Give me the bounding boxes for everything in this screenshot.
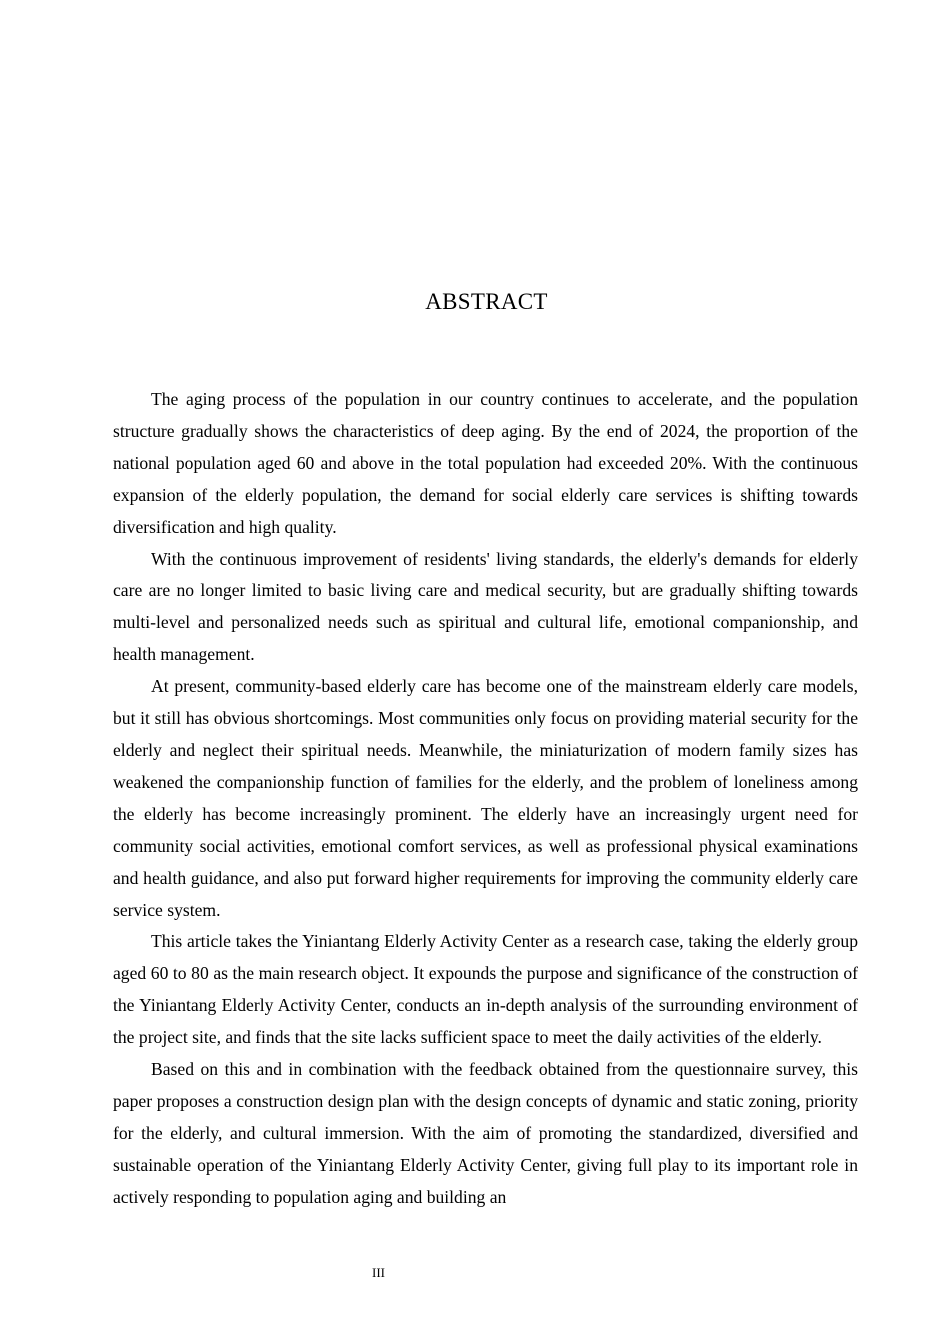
page-number: III: [372, 1265, 385, 1280]
abstract-title: ABSTRACT: [425, 289, 548, 314]
abstract-paragraph-5: Based on this and in combination with the feedback obtained from the questionnaire survey, this paper proposes a construction design plan with the design concepts of dynamic and static zoning, priority for the elderly, and cultural immersion. With the aim of promoting the standardized, diversified and sustainable operation of the Yiniantang Elderly Activity Center, giving full play to its important role in actively responding to population aging and building an: [113, 1059, 858, 1207]
abstract-body: [113, 384, 858, 1214]
abstract-paragraph-4: This article takes the Yiniantang Elderly Activity Center as a research case, taking the elderly group aged 60 to 80 as the main research object. It expounds the purpose and significance of the construction of the Yiniantang Elderly Activity Center, conducts an in-depth analysis of the surrounding environment of the project site, and finds that the site lacks sufficient space to meet the daily activities of the elderly.: [113, 931, 858, 1048]
abstract-paragraph-1: The aging process of the population in our country continues to accelerate, and the population structure gradually shows the characteristics of deep aging. By the end of 2024, the proportion of the national population aged 60 and above in the total population had exceeded 20%. With the continuous expansion of the elderly population, the demand for social elderly care services is shifting towards diversification and high quality.: [113, 389, 858, 537]
abstract-paragraph-3: At present, community-based elderly care has become one of the mainstream elderly care models, but it still has obvious shortcomings. Most communities only focus on providing material security for the elderly and neglect their spiritual needs. Meanwhile, the miniaturization of modern family sizes has weakened the companionship function of families for the elderly, and the problem of loneliness among the elderly has become increasingly prominent. The elderly have an increasingly urgent need for community social activities, emotional comfort services, as well as professional physical examinations and health guidance, and also put forward higher requirements for improving the community elderly care service system.: [113, 676, 858, 920]
abstract-paragraph-2: With the continuous improvement of residents' living standards, the elderly's demands for elderly care are no longer limited to basic living care and medical security, but are gradually shifting towards multi-level and personalized needs such as spiritual and cultural life, emotional companionship, and health management.: [113, 548, 858, 665]
